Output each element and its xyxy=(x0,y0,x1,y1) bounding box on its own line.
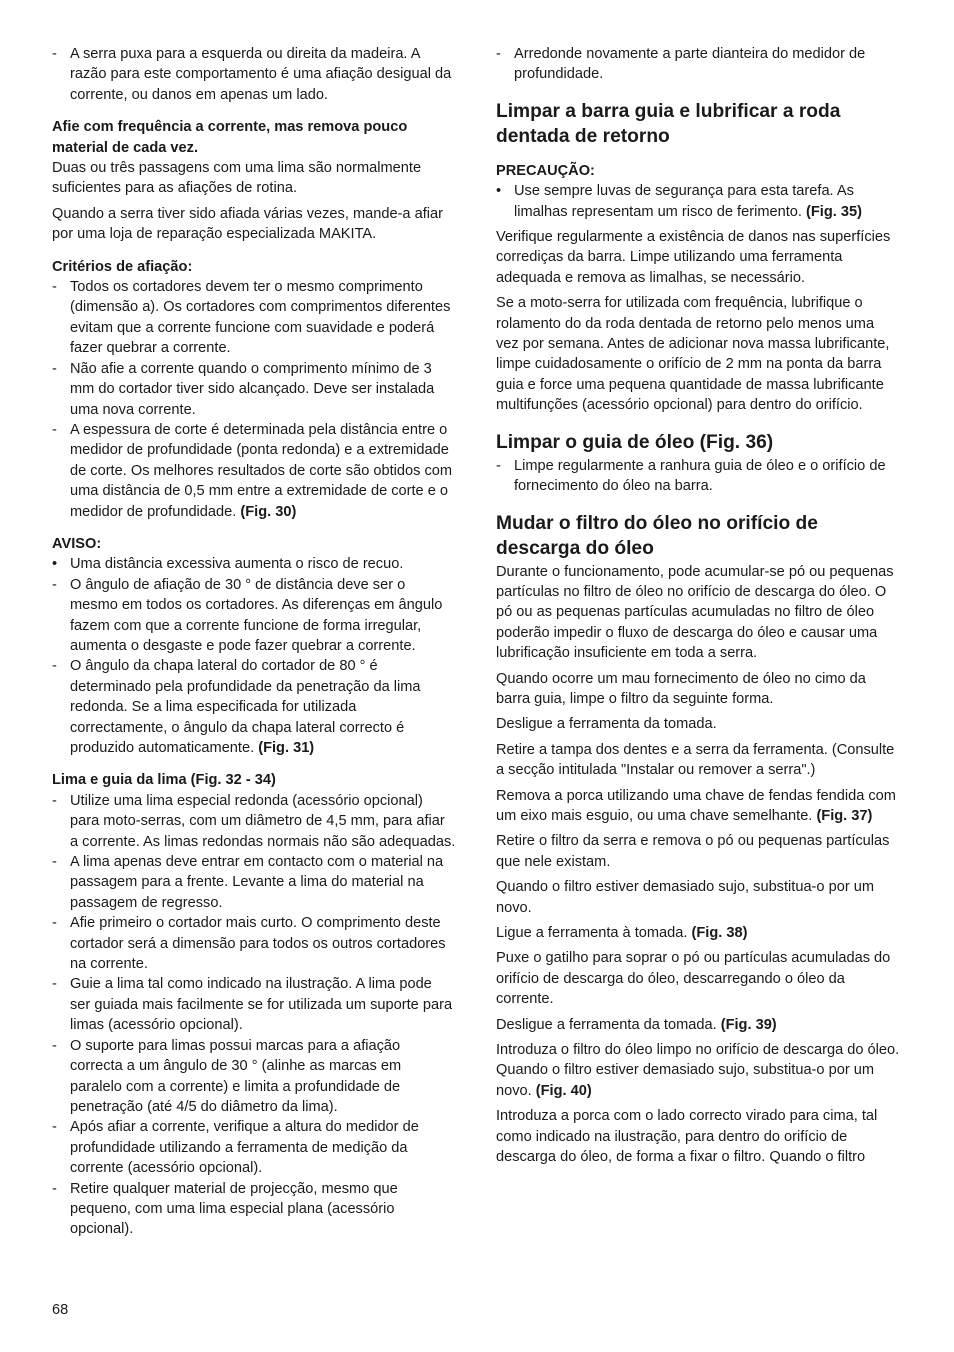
sharpen-advice-heading: Afie com frequência a corrente, mas remova pouco material de cada vez. xyxy=(52,119,408,156)
left-column xyxy=(52,44,456,1245)
paragraph-text: Puxe o gatilho para soprar o pó ou partículas acumuladas do orifício de descarga do óleo, descarregando o óleo da corrente. xyxy=(496,950,891,1008)
dash-marker: - xyxy=(52,1037,57,1054)
dash-marker: - xyxy=(52,976,57,993)
intro-list xyxy=(52,44,456,105)
dash-marker: - xyxy=(52,421,57,438)
list-item-text: Todos os cortadores devem ter o mesmo comprimento (dimensão a). Os cortadores com comprimentos diferentes evitam que a corrente funcione com suavidade e poderá fazer quebrar a corrente. xyxy=(70,279,451,357)
lima-heading: Lima e guia da lima (Fig. 32 - 34) xyxy=(52,772,276,789)
figure-reference: (Fig. 40) xyxy=(535,1082,592,1099)
criteria-heading: Critérios de afiação: xyxy=(52,258,193,275)
list-item xyxy=(52,44,456,105)
list-item-text: O suporte para limas possui marcas para a afiação correcta a um ângulo de 30 ° (alinhe as marcas em paralelo com a corrente) e limita a profundidade de penetração (até 4/5 do diâmetro da lima). xyxy=(70,1037,402,1115)
figure-reference: (Fig. 39) xyxy=(720,1016,777,1033)
list-item xyxy=(52,791,456,852)
figure-reference: (Fig. 38) xyxy=(691,925,748,941)
paragraph xyxy=(496,877,900,918)
bullet-marker: • xyxy=(496,183,502,200)
list-item xyxy=(52,1179,456,1240)
oil-guide-list xyxy=(496,456,900,497)
paragraph-text: Introduza a porca com o lado correcto virado para cima, tal como indicado na ilustração, para dentro do orifício de descarga do óleo, de forma a fixar o filtro. Quando o filtro xyxy=(496,1108,878,1166)
list-item xyxy=(496,44,900,85)
aviso-heading: AVISO: xyxy=(52,535,102,552)
page-number: 68 xyxy=(52,1302,69,1318)
section-heading-guide-bar: Limpar a barra guia e lubrificar a roda dentada de retorno xyxy=(496,100,841,147)
sharpen-paragraph-2: Quando a serra tiver sido afiada várias vezes, mande-a afiar por uma loja de reparação especializada MAKITA. xyxy=(52,205,443,243)
list-item xyxy=(52,1036,456,1118)
list-item-text: Utilize uma lima especial redonda (acessório opcional) para moto-serras, com um diâmetro de 4,5 mm, para afiar a corrente. As limas redondas normais não são adequadas. xyxy=(70,792,456,850)
list-item-text: Limpe regularmente a ranhura guia de óleo e o orifício de fornecimento do óleo na barra. xyxy=(514,457,886,495)
paragraph xyxy=(496,831,900,872)
right-column xyxy=(496,44,900,1172)
criteria-list xyxy=(52,277,456,522)
paragraph-text: Desligue a ferramenta da tomada. xyxy=(496,1016,717,1033)
guide-bar-paragraph-2: Se a moto-serra for utilizada com frequência, lubrifique o rolamento do da roda dentada de retorno pelo menos uma vez por semana. Antes de adicionar nova massa lubrificante, limpe cuidadosamente o orifício de 2 mm na ponta da barra guia e force uma pequena quantidade de massa lubrificante multifunções (acessório opcional) para dentro do orifício. xyxy=(496,295,890,414)
figure-reference: (Fig. 37) xyxy=(816,807,873,824)
paragraph xyxy=(496,923,900,943)
figure-reference: (Fig. 31) xyxy=(258,740,315,756)
paragraph xyxy=(496,669,900,710)
list-item-text: A espessura de corte é determinada pela distância entre o medidor de profundidade (ponta redonda) e a extremidade de corte. Os melhores resultados de corte são obtidos com uma distância de 0,5 mm entre a extremidade de corte e o medidor de profundidade. xyxy=(70,421,453,520)
dash-marker: - xyxy=(52,279,57,296)
list-item xyxy=(52,1117,456,1178)
paragraph xyxy=(496,1015,900,1035)
list-item-text: Após afiar a corrente, verifique a altura do medidor de profundidade utilizando a ferramenta de medição da corrente (acessório opcional). xyxy=(70,1119,419,1177)
paragraph xyxy=(496,562,900,664)
list-item-text: Retire qualquer material de projecção, mesmo que pequeno, com uma lima especial plana (acessório opcional). xyxy=(70,1180,398,1238)
precaucao-heading: PRECAUÇÃO: xyxy=(496,162,595,179)
list-item-text: Use sempre luvas de segurança para esta tarefa. As limalhas representam um risco de ferimento. xyxy=(514,183,854,220)
list-item xyxy=(52,913,456,974)
list-item xyxy=(52,575,456,657)
list-item xyxy=(496,181,900,222)
paragraph-text: Ligue a ferramenta à tomada. xyxy=(496,925,688,941)
paragraph-text: Remova a porca utilizando uma chave de fendas fendida com um eixo mais esguio, ou uma chave semelhante. xyxy=(496,787,896,824)
paragraph xyxy=(496,1040,900,1101)
list-item-text: O ângulo de afiação de 30 ° de distância deve ser o mesmo em todos os cortadores. As diferenças em ângulo fazem com que a corrente funcione de forma irregular, aumenta o desgaste e pode fazer quebrar a corrente. xyxy=(70,576,443,654)
dash-marker: - xyxy=(52,1180,57,1197)
dash-marker: - xyxy=(52,792,57,809)
paragraph-text: Introduza o filtro do óleo limpo no orifício de descarga do óleo. Quando o filtro estiver demasiado sujo, substitua-o por um novo. xyxy=(496,1042,900,1099)
sharpen-paragraph-1: Duas ou três passagens com uma lima são normalmente suficientes para as afiações de rotina. xyxy=(52,160,422,197)
paragraph-text: Durante o funcionamento, pode acumular-se pó ou pequenas partículas no filtro de óleo no orifício de descarga do óleo. O pó ou as pequenas partículas acumuladas no filtro de óleo poderão impedir o fluxo de descarga do óleo e causar uma lubrificação insuficiente em toda a serra. xyxy=(496,563,894,662)
guide-bar-paragraph-1: Verifique regularmente a existência de danos nas superfícies corrediças da barra. Limpe utilizando uma ferramenta adequada e remova as limalhas, se necessário. xyxy=(496,229,891,286)
lima-list xyxy=(52,791,456,1240)
list-item-text: O ângulo da chapa lateral do cortador de 80 ° é determinado pela profundidade da penetração da lima redonda. Se a lima especificada for utilizada correctamente, o ângulo da chapa lateral correcto é produzido automaticamente. xyxy=(70,658,421,756)
figure-reference: (Fig. 30) xyxy=(240,503,297,520)
aviso-list xyxy=(52,554,456,758)
list-item xyxy=(52,852,456,913)
dash-marker: - xyxy=(52,576,57,593)
list-item xyxy=(52,420,456,522)
depth-gauge-list xyxy=(496,44,900,85)
list-item xyxy=(52,554,456,574)
dash-marker: - xyxy=(52,1119,57,1136)
list-item-text: A serra puxa para a esquerda ou direita da madeira. A razão para este comportamento é uma afiação desigual da corrente, ou danos em apenas um lado. xyxy=(70,46,452,103)
list-item-text: Não afie a corrente quando o comprimento mínimo de 3 mm do cortador tiver sido alcançado. Deve ser instalada uma nova corrente. xyxy=(70,360,435,418)
precaucao-list xyxy=(496,181,900,222)
dash-marker: - xyxy=(52,360,57,377)
paragraph-text: Retire o filtro da serra e remova o pó ou pequenas partículas que nele existam. xyxy=(496,833,890,870)
list-item-text: Arredonde novamente a parte dianteira do medidor de profundidade. xyxy=(514,46,866,83)
paragraph-text: Quando ocorre um mau fornecimento de óleo no cimo da barra guia, limpe o filtro da seguinte forma. xyxy=(496,670,866,707)
list-item xyxy=(496,456,900,497)
dash-marker: - xyxy=(52,46,57,62)
section-heading-oil-filter: Mudar o filtro do óleo no orifício de descarga do óleo xyxy=(496,512,818,559)
paragraph xyxy=(496,1106,900,1167)
dash-marker: - xyxy=(496,457,501,474)
dash-marker: - xyxy=(52,915,57,932)
dash-marker: - xyxy=(52,658,57,675)
list-item-text: Uma distância excessiva aumenta o risco de recuo. xyxy=(70,556,404,573)
section-heading-oil-guide: Limpar o guia de óleo (Fig. 36) xyxy=(496,431,774,453)
list-item xyxy=(52,974,456,1035)
oil-filter-steps xyxy=(496,562,900,1168)
paragraph xyxy=(496,948,900,1009)
list-item xyxy=(52,656,456,758)
paragraph xyxy=(496,714,900,734)
list-item-text: A lima apenas deve entrar em contacto com o material na passagem para a frente. Levante a lima do material na passagem de regresso. xyxy=(70,854,444,911)
list-item xyxy=(52,277,456,359)
list-item-text: Afie primeiro o cortador mais curto. O comprimento deste cortador será a dimensão para todos os outros cortadores na corrente. xyxy=(70,915,446,973)
dash-marker: - xyxy=(496,46,501,62)
paragraph-text: Retire a tampa dos dentes e a serra da ferramenta. (Consulte a secção intitulada "Instalar ou remover a serra".) xyxy=(496,741,895,779)
list-item xyxy=(52,359,456,420)
paragraph xyxy=(496,786,900,827)
bullet-marker: • xyxy=(52,556,58,573)
paragraph xyxy=(496,740,900,781)
dash-marker: - xyxy=(52,854,57,871)
paragraph-text: Quando o filtro estiver demasiado sujo, substitua-o por um novo. xyxy=(496,879,875,916)
list-item-text: Guie a lima tal como indicado na ilustração. A lima pode ser guiada mais facilmente se for utilizada um suporte para limas (acessório opcional). xyxy=(70,976,453,1034)
figure-reference: (Fig. 35) xyxy=(806,203,862,220)
paragraph-text: Desligue a ferramenta da tomada. xyxy=(496,716,717,733)
